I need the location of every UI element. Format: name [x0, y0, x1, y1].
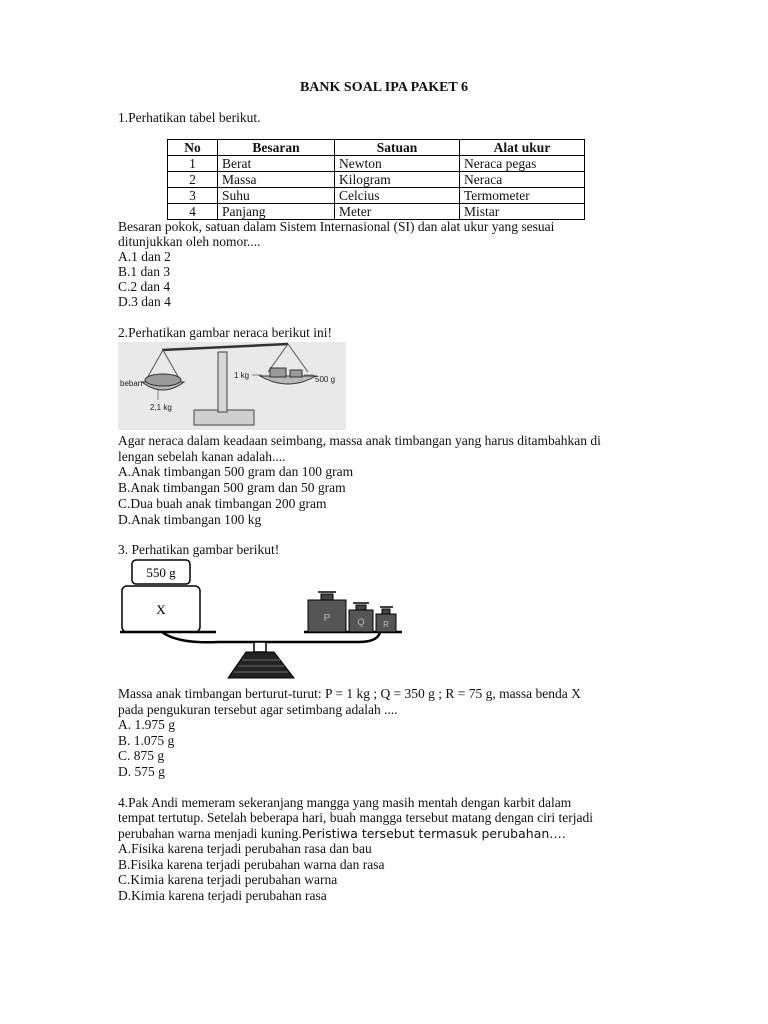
- q1-option-d: D.3 dan 4: [118, 294, 171, 309]
- label-x: X: [156, 602, 166, 617]
- q3-option-d: D. 575 g: [118, 764, 165, 779]
- weight-500g: [290, 370, 302, 377]
- label-r: R: [383, 620, 389, 629]
- q4-question-line: [118, 826, 566, 842]
- q3-question-line: pada pengukuran tersebut agar setimbang adalah ....: [118, 702, 398, 717]
- q4-question-line: tempat tertutup. Setelah beberapa hari, buah mangga tersebut matang dengan ciri terjadi: [118, 810, 593, 825]
- q4-option-b: B.Fisika karena terjadi perubahan warna dan rasa: [118, 857, 385, 872]
- table-header-row: [168, 140, 585, 156]
- balance-scale-figure: [118, 342, 346, 430]
- q3-option-c: C. 875 g: [118, 748, 165, 763]
- q4-last-line-sans: Peristiwa tersebut termasuk perubahan….: [301, 826, 566, 841]
- q3-option-a: A. 1.975 g: [118, 717, 175, 732]
- table-cell: Termometer: [460, 188, 585, 204]
- q4-option-d: D.Kimia karena terjadi perubahan rasa: [118, 888, 327, 903]
- q1-question-line: ditunjukkan oleh nomor....: [118, 234, 261, 249]
- table-cell: Suhu: [218, 188, 335, 204]
- table-header-cell: No: [168, 140, 218, 156]
- q2-prompt: 2.Perhatikan gambar neraca berikut ini!: [118, 325, 333, 340]
- q3-prompt: 3. Perhatikan gambar berikut!: [118, 542, 280, 557]
- scale-pillar: [218, 352, 227, 412]
- q2-question-line: Agar neraca dalam keadaan seimbang, massa anak timbangan yang harus ditambahkan di: [118, 433, 601, 448]
- pivot: [254, 642, 266, 652]
- page-title: BANK SOAL IPA PAKET 6: [299, 80, 469, 95]
- q1-option-a: A.1 dan 2: [118, 249, 171, 264]
- table-row: [168, 172, 585, 188]
- q2-option-c: C.Dua buah anak timbangan 200 gram: [118, 496, 327, 511]
- q4-option-c: C.Kimia karena terjadi perubahan warna: [118, 872, 338, 887]
- q4-last-line-serif: perubahan warna menjadi kuning.: [118, 826, 302, 841]
- table-cell: Neraca: [460, 172, 585, 188]
- table-row: [168, 204, 585, 220]
- table-row: [168, 188, 585, 204]
- table-cell: 2: [168, 172, 218, 188]
- q3-question-line: Massa anak timbangan berturut-turut: P = 1 kg ; Q = 350 g ; R = 75 g, massa benda X: [118, 686, 581, 701]
- table-cell: Kilogram: [335, 172, 460, 188]
- table-cell: Newton: [335, 156, 460, 172]
- table-cell: Panjang: [218, 204, 335, 220]
- label-550g: 550 g: [146, 565, 176, 580]
- label-q: Q: [357, 617, 365, 627]
- table-header-cell: Satuan: [335, 140, 460, 156]
- q1-prompt: 1.Perhatikan tabel berikut.: [118, 110, 261, 125]
- table-cell: Celcius: [335, 188, 460, 204]
- table-cell: Berat: [218, 156, 335, 172]
- table-cell: Neraca pegas: [460, 156, 585, 172]
- label-right-mass-2: 500 g: [315, 375, 336, 384]
- table-cell: 1: [168, 156, 218, 172]
- label-right-mass-1: 1 kg: [234, 371, 250, 380]
- table-cell: 4: [168, 204, 218, 220]
- label-left-mass: 2,1 kg: [150, 403, 172, 412]
- table-header-cell: Besaran: [218, 140, 335, 156]
- q1-option-b: B.1 dan 3: [118, 264, 171, 279]
- table-cell: Meter: [335, 204, 460, 220]
- label-p: P: [323, 613, 331, 624]
- load-beban: [145, 374, 181, 386]
- q2-option-a: A.Anak timbangan 500 gram dan 100 gram: [118, 464, 354, 479]
- table-cell: 3: [168, 188, 218, 204]
- q2-option-d: D.Anak timbangan 100 kg: [118, 512, 262, 527]
- table-header-cell: Alat ukur: [460, 140, 585, 156]
- q2-question-line: lengan sebelah kanan adalah....: [118, 449, 286, 464]
- table-cell: Massa: [218, 172, 335, 188]
- q4-option-a: A.Fisika karena terjadi perubahan rasa dan bau: [118, 841, 372, 856]
- table-row: [168, 156, 585, 172]
- lever-scale-figure: [118, 558, 408, 683]
- q1-option-c: C.2 dan 4: [118, 279, 171, 294]
- q1-question-line: Besaran pokok, satuan dalam Sistem Internasional (SI) dan alat ukur yang sesuai: [118, 219, 555, 234]
- scale-beam: [162, 632, 380, 642]
- q1-table: [167, 139, 585, 220]
- table-cell: Mistar: [460, 204, 585, 220]
- q3-option-b: B. 1.075 g: [118, 733, 175, 748]
- q4-question-line: 4.Pak Andi memeram sekeranjang mangga yang masih mentah dengan karbit dalam: [118, 795, 572, 810]
- scale-base: [228, 652, 294, 678]
- q2-option-b: B.Anak timbangan 500 gram dan 50 gram: [118, 480, 346, 495]
- label-beban: beban: [120, 379, 143, 388]
- weight-1kg: [270, 368, 286, 377]
